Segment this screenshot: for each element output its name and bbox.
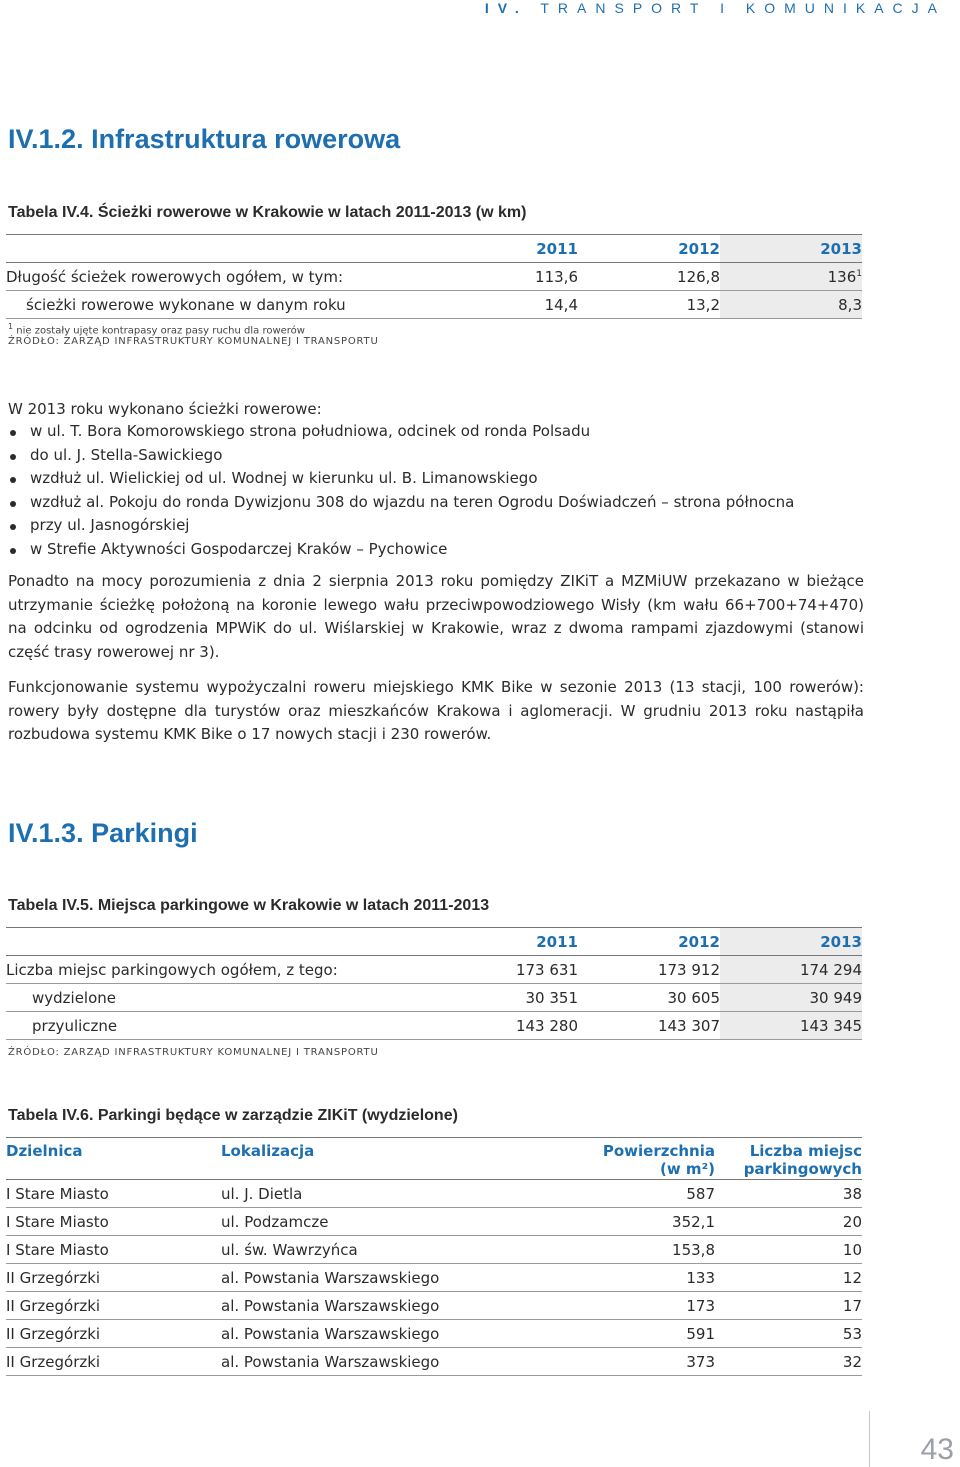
- cell-district: II Grzegórzki: [6, 1320, 221, 1348]
- cell-2011: 14,4: [436, 291, 578, 319]
- cell-area: 352,1: [521, 1208, 715, 1236]
- table6: [6, 1137, 862, 1376]
- cell-area: 591: [521, 1320, 715, 1348]
- cell-2011: 143 280: [436, 1012, 578, 1040]
- cell-area: 587: [521, 1180, 715, 1208]
- table5-year-2013: 2013: [720, 928, 862, 956]
- row-label: Długość ścieżek rowerowych ogółem, w tym:: [6, 263, 436, 291]
- table-row: [6, 263, 862, 291]
- table5-source: ŹRÓDŁO: ZARZĄD INFRASTRUKTURY KOMUNALNEJ I TRANSPORTU: [8, 1047, 379, 1058]
- list-item: do ul. J. Stella-Sawickiego: [8, 444, 794, 468]
- table-row: [6, 291, 862, 319]
- table5-header-row: [6, 928, 862, 956]
- table4-year-2013: 2013: [720, 235, 862, 263]
- cell-2013: 143 345: [720, 1012, 862, 1040]
- table4-year-2012: 2012: [678, 239, 720, 258]
- cell-2012: 173 912: [578, 956, 720, 984]
- table-row: [6, 1012, 862, 1040]
- cell-2013: 30 949: [720, 984, 862, 1012]
- cell-spots: 17: [715, 1292, 862, 1320]
- list-item: w ul. T. Bora Komorowskiego strona południowa, odcinek od ronda Polsadu: [8, 420, 794, 444]
- cell-spots: 12: [715, 1264, 862, 1292]
- cell-2012: 30 605: [578, 984, 720, 1012]
- table-row: [6, 956, 862, 984]
- footnote-mark: 1: [8, 322, 14, 331]
- table5: [6, 927, 862, 1040]
- cell-area: 133: [521, 1264, 715, 1292]
- table4-footnote: [8, 322, 305, 336]
- row-label: Liczba miejsc parkingowych ogółem, z tego:: [6, 956, 436, 984]
- cell-2013: 8,3: [720, 291, 862, 319]
- cell-district: I Stare Miasto: [6, 1208, 221, 1236]
- paragraph-embankment: Ponadto na mocy porozumienia z dnia 2 sierpnia 2013 roku pomiędzy ZIKiT a MZMiUW przekazano w bieżące utrzymanie ścieżkę położoną na koronie lewego wału przeciwpowodziowego Wisły (km wału 66+700+74+470) na odcinku od ogrodzenia MPWiK do ul. Wiślarskiej w Krakowie, wraz z dwoma rampami zjazdowymi (stanowi część trasy rowerowej nr 3).: [8, 572, 864, 661]
- footnote-marker: 1: [856, 268, 862, 279]
- section-title-parking: IV.1.3. Parkingi: [8, 818, 198, 848]
- cell-2011: 113,6: [436, 263, 578, 291]
- cell-location: al. Powstania Warszawskiego: [221, 1264, 521, 1292]
- page-number: 43: [920, 1433, 954, 1466]
- cell-location: al. Powstania Warszawskiego: [221, 1348, 521, 1376]
- row-label: przyuliczne: [6, 1012, 436, 1040]
- paragraph-kmk-bike: Funkcjonowanie systemu wypożyczalni roweru miejskiego KMK Bike w sezonie 2013 (13 stacji, 100 rowerów): rowery były dostępne dla turystów oraz mieszkańców Krakowa i aglomeracji. W grudniu 2013 roku nastąpiła rozbudowa systemu KMK Bike o 17 nowych stacji i 230 rowerów.: [8, 678, 864, 743]
- table4-title: Tabela IV.4. Ścieżki rowerowe w Krakowie w latach 2011-2013 (w km): [8, 204, 527, 221]
- table5-year-2012: 2012: [678, 932, 720, 951]
- col-header-spots-line2: parkingowych: [743, 1160, 862, 1178]
- table6-header-row: [6, 1138, 862, 1180]
- list-item: wzdłuż al. Pokoju do ronda Dywizjonu 308 do wjazdu na teren Ogrodu Doświadczeń – strona północna: [8, 491, 794, 515]
- col-header-district: Dzielnica: [6, 1142, 83, 1160]
- col-header-area-line2: (w m²): [660, 1160, 715, 1178]
- table5-title: Tabela IV.5. Miejsca parkingowe w Krakowie w latach 2011-2013: [8, 897, 490, 914]
- cell-district: II Grzegórzki: [6, 1292, 221, 1320]
- footnote-text: nie zostały ujęte kontrapasy oraz pasy ruchu dla rowerów: [16, 325, 305, 337]
- cell-area: 373: [521, 1348, 715, 1376]
- paths-intro: W 2013 roku wykonano ścieżki rowerowe:: [8, 400, 322, 418]
- cell-location: al. Powstania Warszawskiego: [221, 1292, 521, 1320]
- cell-district: II Grzegórzki: [6, 1348, 221, 1376]
- table6-title: Tabela IV.6. Parkingi będące w zarządzie ZIKiT (wydzielone): [8, 1107, 458, 1124]
- table-row: [6, 1264, 862, 1292]
- table-row: [6, 1180, 862, 1208]
- table-row: [6, 1208, 862, 1236]
- col-header-location: Lokalizacja: [221, 1142, 315, 1160]
- table-row: [6, 1292, 862, 1320]
- table-row: [6, 1236, 862, 1264]
- table-row: [6, 1348, 862, 1376]
- col-header-area: [521, 1138, 715, 1180]
- cell-spots: 32: [715, 1348, 862, 1376]
- table4-year-2011: 2011: [536, 239, 578, 258]
- table4-source: ŹRÓDŁO: ZARZĄD INFRASTRUKTURY KOMUNALNEJ I TRANSPORTU: [8, 336, 379, 347]
- running-header-title: TRANSPORT I KOMUNIKACJA: [540, 0, 946, 16]
- list-item: wzdłuż ul. Wielickiej od ul. Wodnej w kierunku ul. B. Limanowskiego: [8, 467, 794, 491]
- cell-2013: [720, 263, 862, 291]
- cell-spots: 20: [715, 1208, 862, 1236]
- paths-list: [8, 420, 794, 561]
- running-header: [485, 0, 946, 16]
- cell-2012: 13,2: [578, 291, 720, 319]
- cell-2011: 173 631: [436, 956, 578, 984]
- cell-spots: 53: [715, 1320, 862, 1348]
- cell-location: al. Powstania Warszawskiego: [221, 1320, 521, 1348]
- cell-location: ul. św. Wawrzyńca: [221, 1236, 521, 1264]
- table4: [6, 234, 862, 319]
- col-header-spots-line1: Liczba miejsc: [749, 1142, 862, 1160]
- list-item: przy ul. Jasnogórskiej: [8, 514, 794, 538]
- cell-2012: 143 307: [578, 1012, 720, 1040]
- cell-2013-value: 136: [827, 267, 857, 286]
- table4-header-row: [6, 235, 862, 263]
- cell-spots: 10: [715, 1236, 862, 1264]
- cell-2011: 30 351: [436, 984, 578, 1012]
- row-label: wydzielone: [6, 984, 436, 1012]
- list-item: w Strefie Aktywności Gospodarczej Kraków – Pychowice: [8, 538, 794, 562]
- col-header-spots: [715, 1138, 862, 1180]
- running-header-part: IV.: [484, 0, 528, 16]
- cell-location: ul. J. Dietla: [221, 1180, 521, 1208]
- col-header-area-line1: Powierzchnia: [602, 1142, 715, 1160]
- table-row: [6, 1320, 862, 1348]
- table-row: [6, 984, 862, 1012]
- cell-district: II Grzegórzki: [6, 1264, 221, 1292]
- cell-2013: 174 294: [720, 956, 862, 984]
- cell-area: 153,8: [521, 1236, 715, 1264]
- cell-spots: 38: [715, 1180, 862, 1208]
- cell-district: I Stare Miasto: [6, 1180, 221, 1208]
- cell-area: 173: [521, 1292, 715, 1320]
- cell-district: I Stare Miasto: [6, 1236, 221, 1264]
- row-label: ścieżki rowerowe wykonane w danym roku: [6, 291, 436, 319]
- table5-year-2011: 2011: [536, 932, 578, 951]
- cell-location: ul. Podzamcze: [221, 1208, 521, 1236]
- section-title-bikes: IV.1.2. Infrastruktura rowerowa: [8, 124, 401, 154]
- cell-2012: 126,8: [578, 263, 720, 291]
